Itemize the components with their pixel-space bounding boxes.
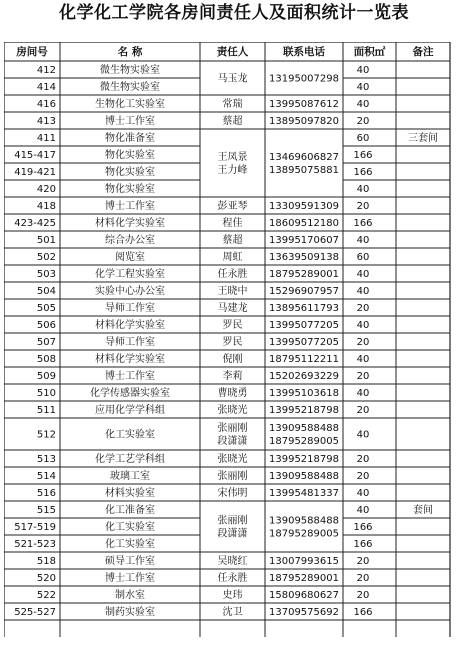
cell-area: 60 [356,252,370,263]
cell-room: 419-421 [14,167,56,178]
cell-phone: 13709575692 [269,607,339,618]
cell-name: 导师工作室 [105,303,155,314]
cell-name: 化学工程实验室 [95,269,165,280]
cell-room: 411 [36,133,56,144]
cell-person: 沈卫 [222,607,243,618]
cell-name: 玻璃工室 [110,471,150,482]
cell-room: 515 [36,505,56,516]
cell-area: 40 [356,82,370,93]
cell-room: 415-417 [14,150,56,161]
cell-room: 522 [36,590,56,601]
cell-area: 40 [356,320,370,331]
cell-phone: 13639509138 [269,252,339,263]
cell-phone-merged: 13895075881 [269,165,339,176]
cell-person-merged: 马玉龙 [217,73,248,85]
cell-person: 宋伟明 [217,488,248,499]
cell-person: 罗民 [222,337,243,348]
cell-room: 521-523 [14,539,56,550]
cell-name: 综合办公室 [105,235,155,246]
cell-phone-merged: 13909588488 [269,515,339,527]
cell-area: 20 [356,405,370,416]
cell-area: 40 [356,354,370,365]
cell-name: 化学传感器实验室 [90,388,170,399]
cell-name: 物化准备室 [105,133,155,144]
cell-person: 曹晓勇 [217,388,248,399]
cell-phone: 13995103618 [269,388,339,399]
cell-name: 导师工作室 [105,337,155,348]
cell-phone: 18795289005 [269,436,339,447]
cell-area: 60 [356,133,370,144]
table-text [14,45,438,618]
cell-person: 程佳 [222,218,243,229]
room-table [4,42,467,645]
column-header: 责任人 [216,46,249,58]
cell-phone-merged: 13469606827 [269,152,339,163]
cell-name: 材料化学实验室 [95,218,165,229]
cell-phone: 13309591309 [269,201,339,212]
cell-room: 508 [36,354,56,365]
cell-room: 525-527 [14,607,56,618]
cell-room: 416 [36,99,56,110]
cell-name: 生物化工实验室 [95,99,165,110]
cell-name: 化工实验室 [105,539,155,550]
cell-area: 40 [356,269,370,280]
cell-area: 20 [356,303,370,314]
cell-room: 413 [36,116,56,127]
cell-area: 166 [353,539,373,550]
cell-name: 博士工作室 [105,573,155,584]
cell-person: 彭亚琴 [217,201,248,212]
cell-name: 阅览室 [115,252,145,263]
cell-phone-merged: 18795289005 [269,528,339,540]
cell-area: 20 [356,590,370,601]
cell-note: 三套间 [408,133,438,144]
cell-room: 512 [36,429,56,441]
cell-phone: 18795289001 [269,573,339,584]
cell-name: 微生物实验室 [100,82,160,93]
cell-phone: 15202693229 [269,371,339,382]
cell-person: 张丽刚 [217,423,248,434]
cell-name: 材料实验室 [105,488,155,499]
cell-person: 马建龙 [217,303,248,314]
cell-area: 20 [356,116,370,127]
column-header: 房间号 [16,46,48,58]
cell-name: 物化实验室 [105,150,155,161]
cell-person: 张晓光 [217,454,248,465]
cell-area: 40 [356,429,370,441]
cell-phone: 13995481337 [269,488,339,499]
cell-room: 513 [36,454,56,465]
column-header: 备注 [412,46,434,58]
cell-name: 化工准备室 [105,505,155,516]
cell-person-merged: 张丽刚 [217,515,248,527]
cell-phone-merged: 13195007298 [269,73,339,85]
cell-area: 40 [356,388,370,399]
cell-area: 20 [356,371,370,382]
cell-person: 周虹 [222,252,243,263]
cell-name: 微生物实验室 [100,65,160,76]
cell-person: 张丽刚 [217,471,248,482]
cell-area: 20 [356,471,370,482]
cell-phone: 15296907957 [269,286,339,297]
column-header: 联系电话 [283,46,325,58]
cell-name: 应用化学学科组 [95,405,165,416]
cell-phone: 13995077205 [269,320,339,331]
cell-person: 常瑞 [222,99,243,110]
cell-area: 40 [356,235,370,246]
cell-phone: 13995087612 [269,99,339,110]
cell-room: 418 [36,201,56,212]
cell-name: 物化实验室 [105,184,155,195]
cell-room: 516 [36,488,56,499]
cell-person: 吴晓红 [217,556,248,567]
cell-name: 材料化学实验室 [95,320,165,331]
cell-room: 420 [36,184,56,195]
cell-phone: 13909588488 [269,423,339,434]
cell-person: 蔡超 [222,116,243,127]
cell-area: 40 [356,505,370,516]
cell-area: 40 [356,65,370,76]
cell-room: 502 [36,252,56,263]
cell-person: 任永胜 [217,573,248,584]
cell-area: 166 [353,522,373,533]
cell-name: 制水室 [115,590,145,601]
cell-person: 蔡超 [222,235,243,246]
cell-room: 423-425 [14,218,56,229]
cell-area: 20 [356,573,370,584]
cell-phone: 18795112211 [269,354,339,365]
cell-phone: 13007993615 [269,556,339,567]
cell-phone: 18795289001 [269,269,339,280]
cell-name: 实验中心办公室 [95,286,165,297]
cell-person: 史玮 [222,590,243,601]
cell-phone: 13995170607 [269,235,339,246]
cell-name: 化工实验室 [105,429,155,441]
cell-area: 166 [353,167,373,178]
cell-phone: 15809680627 [269,590,339,601]
cell-phone: 13995218798 [269,454,339,465]
cell-person: 王晓中 [217,286,248,297]
cell-area: 40 [356,286,370,297]
cell-person: 张晓光 [217,405,248,416]
cell-room: 517-519 [14,522,56,533]
cell-area: 166 [353,218,373,229]
cell-person-merged: 段潇潇 [217,528,248,540]
cell-room: 510 [36,388,56,399]
cell-name: 化工实验室 [105,522,155,533]
column-header: 名 称 [117,46,143,58]
cell-room: 511 [36,405,56,416]
cell-room: 520 [36,573,56,584]
cell-room: 509 [36,371,56,382]
cell-area: 20 [356,201,370,212]
cell-area: 166 [353,607,373,618]
cell-name: 硕导工作室 [105,556,155,567]
cell-person-merged: 王凤景 [217,152,248,163]
cell-name: 博士工作室 [105,201,155,212]
cell-phone: 13895097820 [269,116,339,127]
cell-room: 506 [36,320,56,331]
cell-name: 化学工艺学科组 [95,454,165,465]
cell-name: 制药实验室 [105,607,155,618]
cell-area: 40 [356,184,370,195]
cell-phone: 13895611793 [269,303,339,314]
cell-room: 507 [36,337,56,348]
cell-name: 博士工作室 [105,116,155,127]
cell-name: 博士工作室 [105,371,155,382]
cell-room: 514 [36,471,56,482]
cell-area: 166 [353,150,373,161]
cell-phone: 13995218798 [269,405,339,416]
cell-area: 40 [356,488,370,499]
cell-room: 518 [36,556,56,567]
cell-phone: 18609512180 [269,218,339,229]
cell-person: 李莉 [222,371,243,382]
cell-person-merged: 王力峰 [217,165,248,176]
cell-room: 414 [36,82,56,93]
cell-phone: 13995077205 [269,337,339,348]
cell-person: 罗民 [222,320,243,331]
cell-note: 套间 [413,505,433,516]
cell-name: 物化实验室 [105,167,155,178]
cell-room: 504 [36,286,56,297]
cell-area: 40 [356,99,370,110]
cell-room: 503 [36,269,56,280]
cell-phone: 13909588488 [269,471,339,482]
cell-room: 505 [36,303,56,314]
cell-name: 材料化学实验室 [95,354,165,365]
column-header: 面积㎡ [353,46,386,58]
cell-person: 段潇潇 [217,436,248,447]
cell-area: 20 [356,556,370,567]
cell-area: 20 [356,337,370,348]
cell-area: 20 [356,454,370,465]
cell-person: 倪刚 [222,354,243,365]
cell-room: 412 [36,65,56,76]
page-title: 化学化工学院各房间责任人及面积统计一览表 [59,3,409,23]
cell-person: 任永胜 [217,269,248,280]
cell-room: 501 [36,235,56,246]
